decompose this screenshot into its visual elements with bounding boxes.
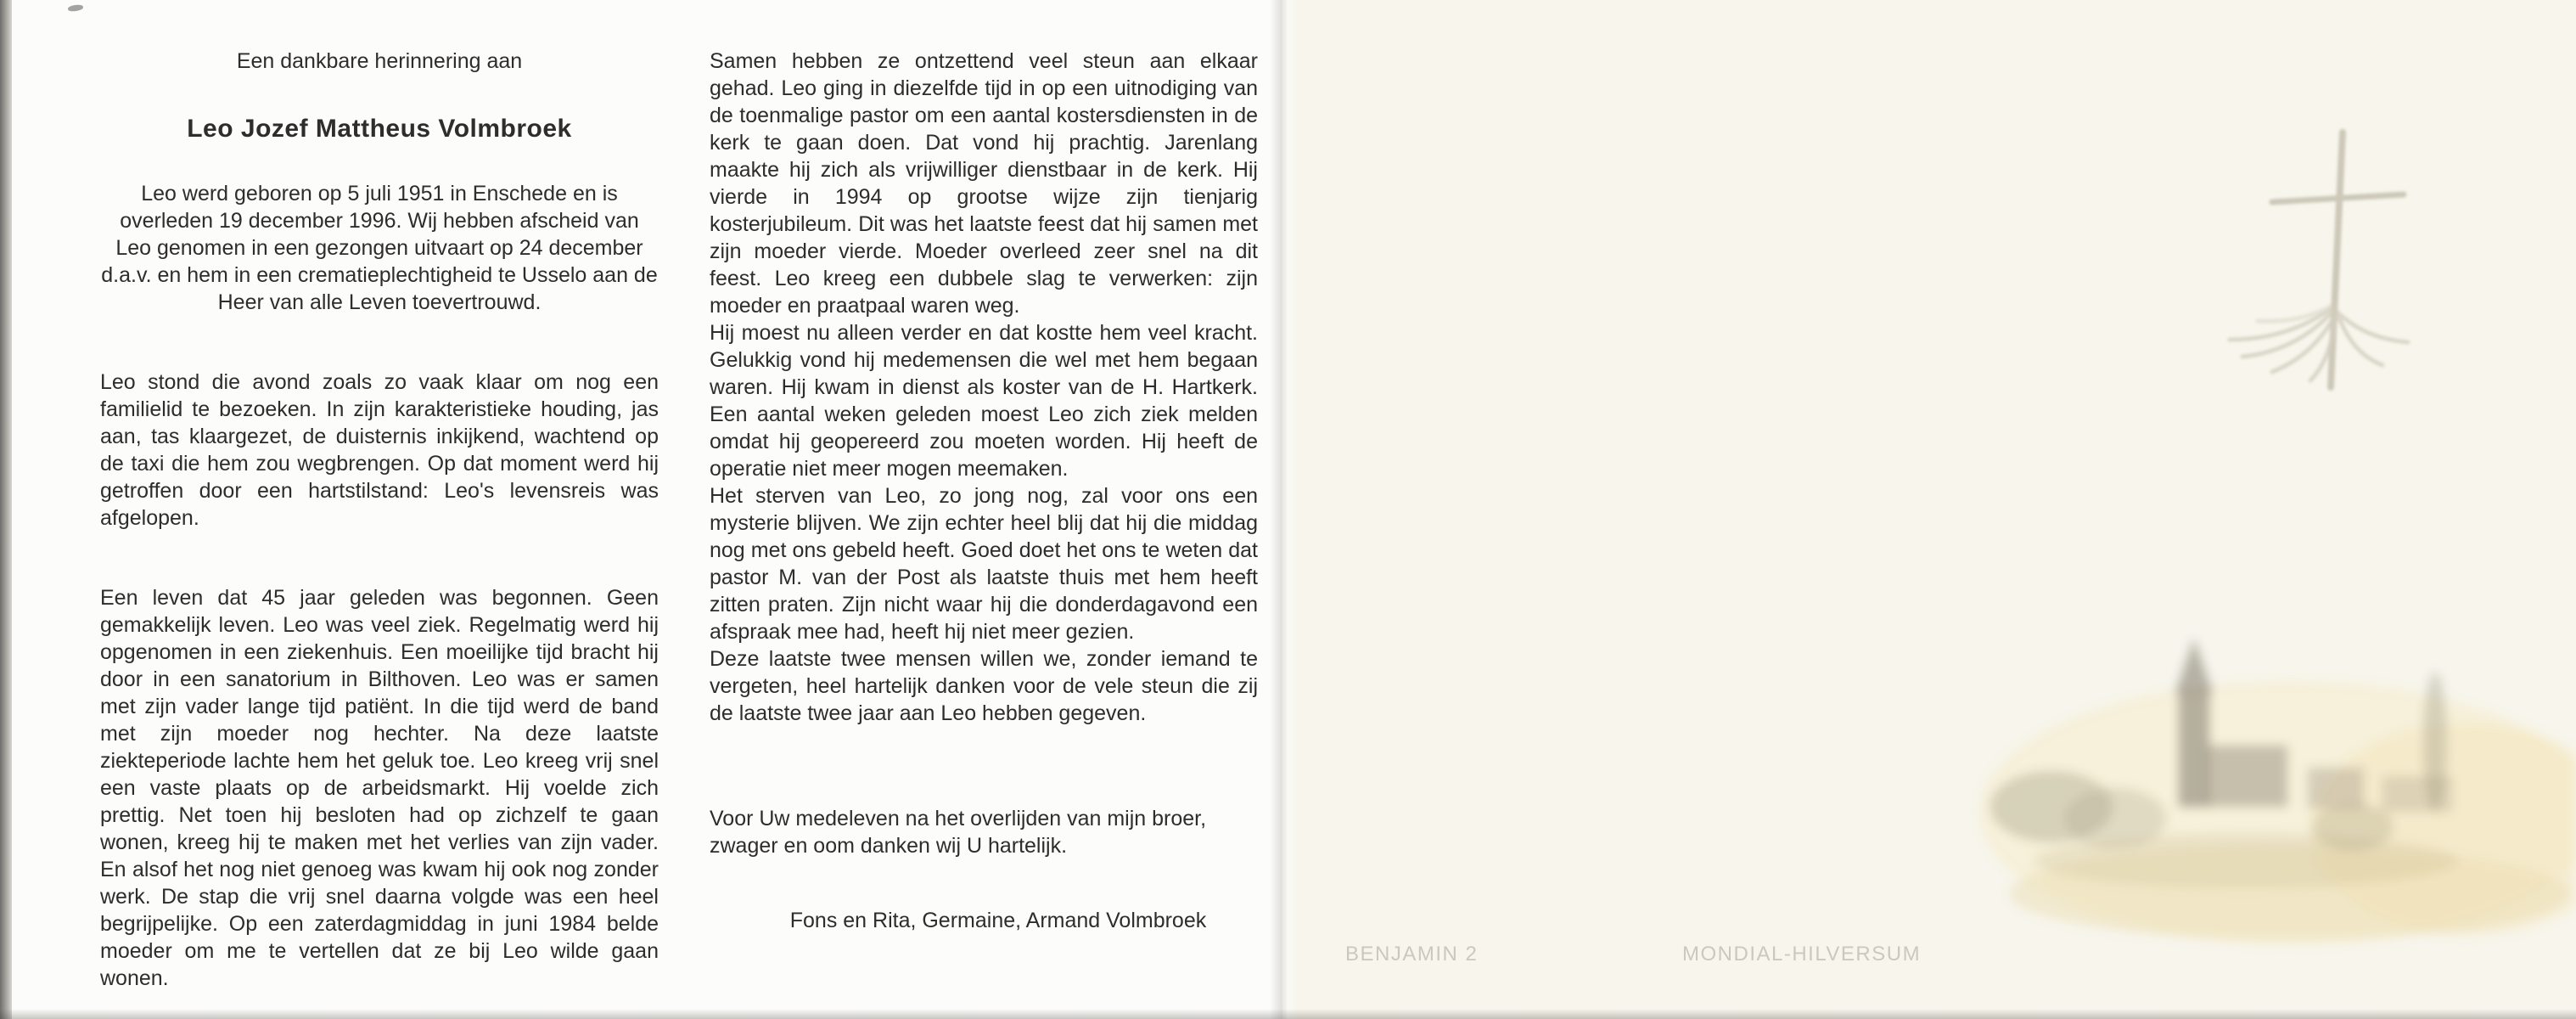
acknowledgement-paragraph: Voor Uw medeleven na het overlijden van mijn broer, zwager en oom danken wij U hartelijk. xyxy=(710,807,1207,858)
scan-left-edge xyxy=(0,0,12,1019)
body-paragraph: Leo stond die avond zoals zo vaak klaar om nog een familielid te bezoeken. In zijn karakteristieke houding, jas aan, tas klaargezet, de duisternis inkijkend, wachtend op de taxi die hem zou wegbrengen. Op dat moment werd hij getroffen door een hartstilstand: Leo's levensreis was afgelopen. xyxy=(100,370,659,530)
illustration-page xyxy=(1285,0,2576,1019)
deceased-name: Leo Jozef Mattheus Volmbroek xyxy=(187,115,572,143)
body-paragraph: Het sterven van Leo, zo jong nog, zal voor ons een mysterie blijven. We zijn echter heel blij dat hij die middag nog met ons gebeld heeft. Goed doet het ons te weten dat pastor M. van der Post als laatste thuis met hem heeft zitten praten. Zijn nicht waar hij die donderdagavond een afspraak mee had, heeft hij niet meer gezien. xyxy=(710,484,1258,644)
intro-line: Een dankbare herinnering aan xyxy=(236,49,523,73)
village-church-watercolor xyxy=(1924,605,2576,961)
text-page xyxy=(12,0,1285,1019)
body-paragraph: Samen hebben ze ontzettend veel steun aan elkaar gehad. Leo ging in diezelfde tijd in op een uitnodiging van de toenmalige pastor om een aantal kostersdiensten in de kerk te gaan doen. Dat vond hij prachtig. Jarenlang maakte hij zich als vrijwilliger dienstbaar in de kerk. Hij vierde in 1994 op grootse wijze zijn tienjarig kosterjubileum. Dit was het laatste feest dat hij samen met zijn moeder vierde. Moeder overleed zeer snel na dit feest. Leo kreeg een dubbele slag te verwerken: zijn moeder en praatpaal waren weg. xyxy=(710,49,1258,318)
cross-with-palm-icon xyxy=(2158,126,2438,419)
body-paragraph: Hij moest nu alleen verder en dat kostte hem veel kracht. Gelukkig vond hij medemensen die wel met hem begaan waren. Hij kwam in dienst als koster van de H. Hartkerk. Een aantal weken geleden moest Leo zich ziek melden omdat hij geopereerd zou moeten worden. Hij heeft de operatie niet meer mogen meemaken. xyxy=(710,321,1258,481)
left-text-column xyxy=(100,48,659,992)
card-fold-crease xyxy=(1270,0,1299,1019)
family-signature: Fons en Rita, Germaine, Armand Volmbroek xyxy=(789,909,1207,932)
birth-death-paragraph: Leo werd geboren op 5 juli 1951 in Enschede en is overleden 19 december 1996. Wij hebben afscheid van Leo genomen in een gezongen uitvaart op 24 december d.a.v. en hem in een crematieplechtigheid te Usselo aan de Heer van alle Leven toevertrouwd. xyxy=(101,182,658,314)
right-text-column xyxy=(710,48,1258,934)
scan-bottom-shadow xyxy=(0,1009,2576,1019)
printer-mark-benjamin: BENJAMIN 2 xyxy=(1345,943,1479,966)
body-paragraph: Een leven dat 45 jaar geleden was begonnen. Geen gemakkelijk leven. Leo was veel ziek. Regelmatig werd hij opgenomen in een ziekenhuis. Een moeilijke tijd bracht hij door in een sanatorium in Bilthoven. Leo was er samen met zijn vader lange tijd patiënt. In die tijd werd de band met zijn moeder nog hechter. Na deze laatste ziekteperiode lachte hem het geluk toe. Leo kreeg vrij snel een vaste plaats op de arbeidsmarkt. Hij voelde zich prettig. Net toen hij besloten had op zichzelf te gaan wonen, kreeg hij te maken met het verlies van zijn vader. En alsof het nog niet genoeg was kwam hij ook nog zonder werk. De stap die vrij snel daarna volgde was een heel begrijpelijke. Op een zaterdagmiddag in juni 1984 belde moeder om me te vertellen dat ze bij Leo wilde gaan wonen. xyxy=(100,586,659,990)
body-paragraph: Deze laatste twee mensen willen we, zonder iemand te vergeten, heel hartelijk danken voor de vele steun die zij de laatste twee jaar aan Leo hebben gegeven. xyxy=(710,647,1258,725)
printer-mark-mondial: MONDIAL-HILVERSUM xyxy=(1682,943,1922,966)
